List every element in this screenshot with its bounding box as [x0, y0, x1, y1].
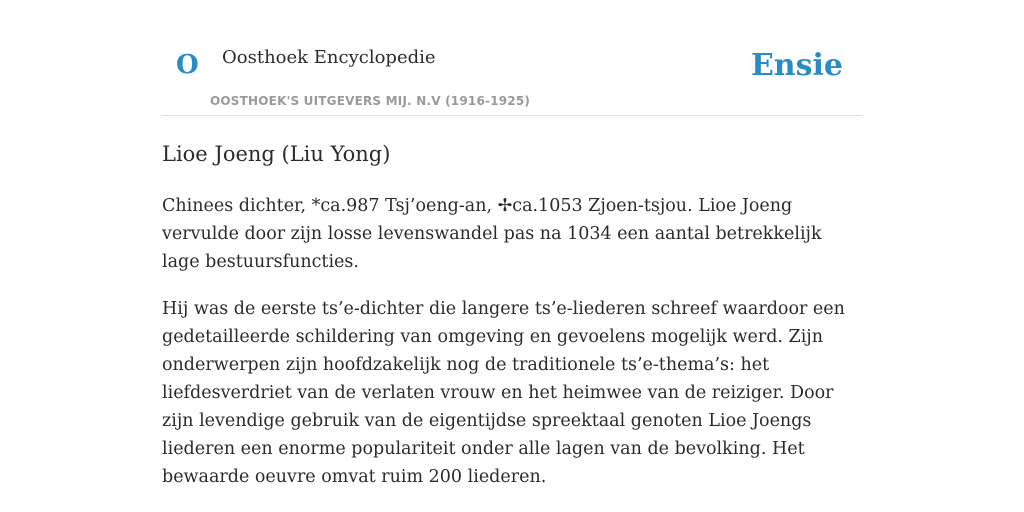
source-logo[interactable]: O [176, 50, 199, 80]
source-title[interactable]: Oosthoek Encyclopedie [222, 47, 436, 68]
page [162, 0, 862, 487]
publisher-label: OOSTHOEK'S UITGEVERS MIJ. N.V (1916-1925) [210, 94, 531, 108]
ensie-brand-link[interactable]: Ensie [750, 48, 843, 83]
entry-paragraph: Hij was de eerste ts’e-dichter die langere ts’e-liederen schreef waardoor een gedetailleerde schildering van omgeving en gevoelens mogelijk werd. Zijn onderwerpen zijn hoofdzakelijk nog de traditionele ts’e-thema’s: het liefdesverdriet van de verlaten vrouw en het heimwee van de reiziger. Door zijn levendige gebruik van de eigentijdse spreektaal genoten Lioe Joengs liederen een enorme populariteit onder alle lagen van de bevolking. Het bewaarde oeuvre omvat ruim 200 liederen. [162, 299, 845, 487]
entry-paragraph: Chinees dichter, *ca.987 Tsj’oeng-an, ✢ca.1053 Zjoen-tsjou. Lioe Joeng vervulde door zijn losse levenswandel pas na 1034 een aantal betrekkelijk lage bestuursfuncties. [162, 196, 822, 272]
entry-title: Lioe Joeng (Liu Yong) [162, 142, 391, 166]
entry-body [162, 192, 862, 510]
header [162, 0, 862, 116]
